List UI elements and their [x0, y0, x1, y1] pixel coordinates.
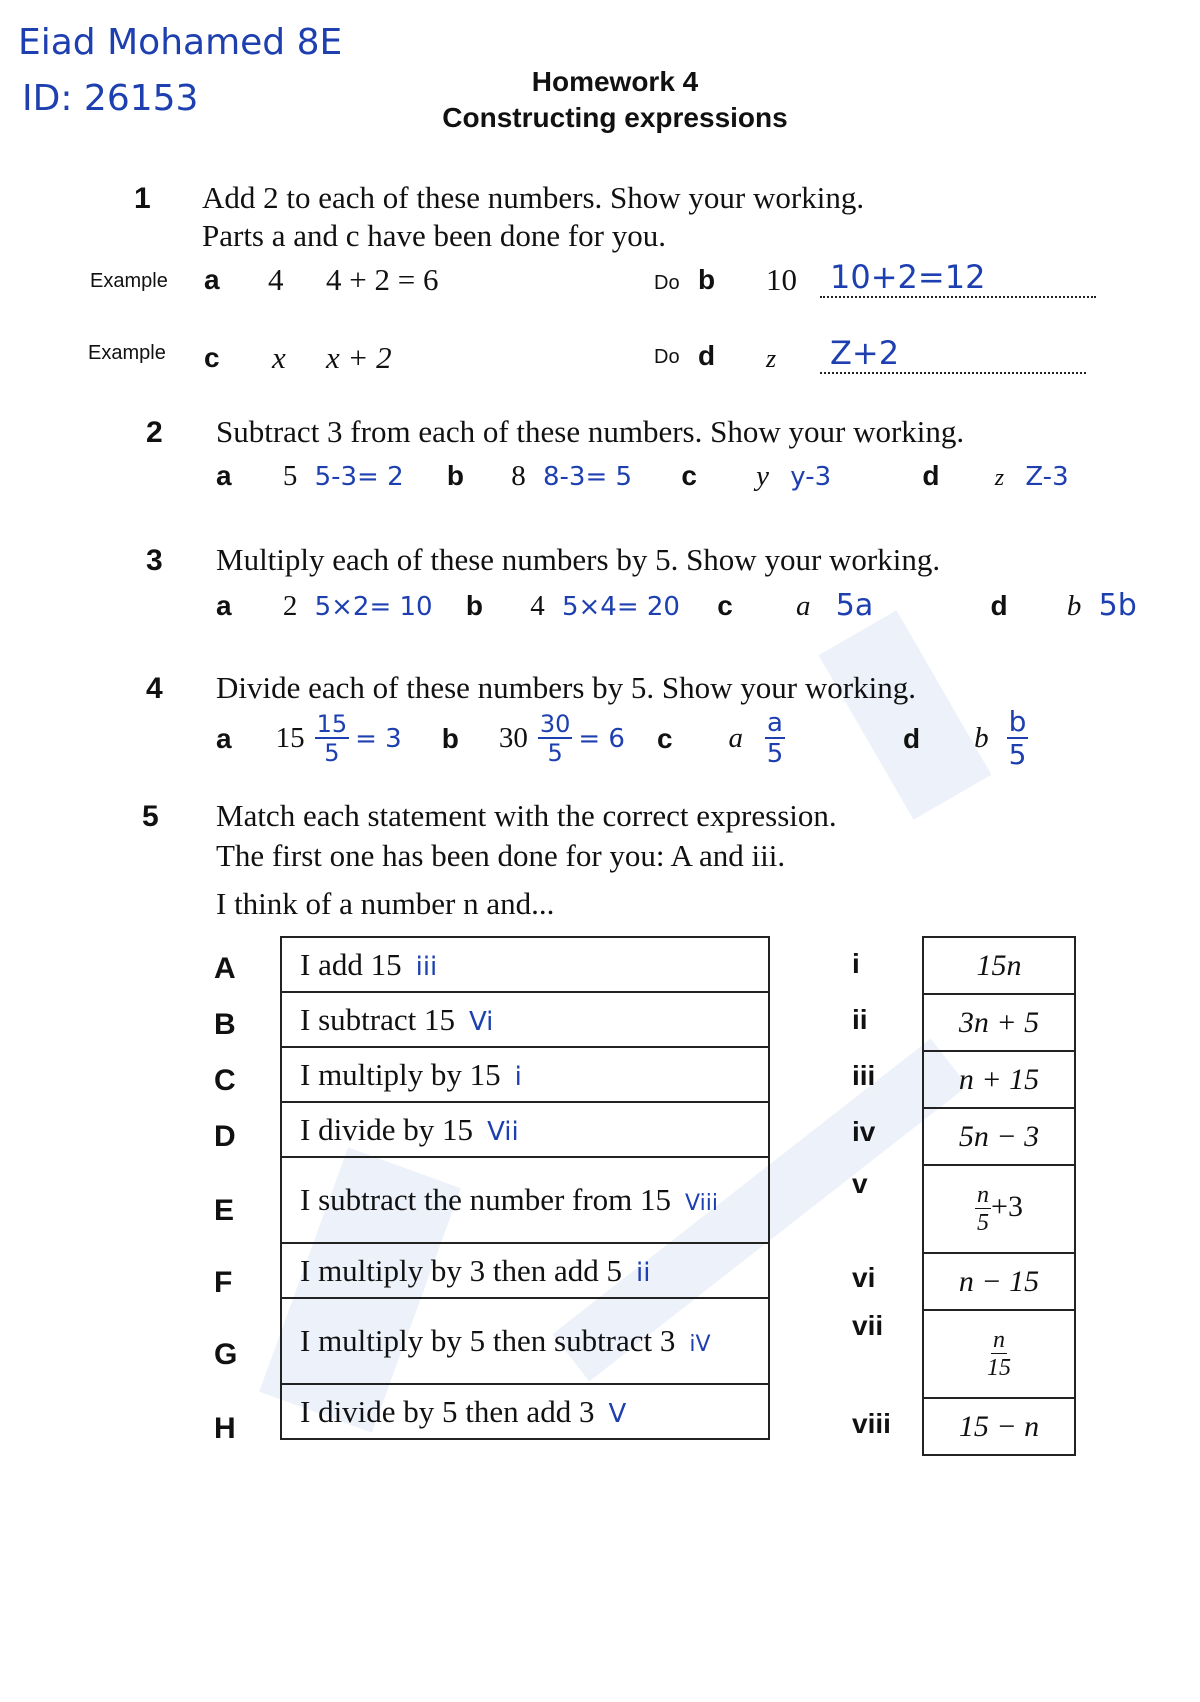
q4-d-label: d	[902, 722, 921, 754]
expression-numeral: vii	[852, 1310, 884, 1341]
table-row	[281, 1384, 769, 1439]
q1-part-b-answer: 10+2=12	[820, 258, 1096, 298]
q3-instruction: Multiply each of these numbers by 5. Show your working.	[216, 542, 941, 577]
q4-a-result: = 3	[355, 723, 402, 754]
statement-cell	[281, 1157, 769, 1243]
statement-letter: C	[214, 1064, 236, 1097]
statement-cell	[281, 992, 769, 1047]
q2-c-label: c	[681, 460, 697, 491]
statement-cell	[281, 1102, 769, 1157]
statement-answer: Vi	[468, 1006, 494, 1037]
q3-b-value: 4	[530, 590, 545, 622]
do-label: Do	[654, 272, 680, 294]
fraction-denominator: 5	[977, 1210, 990, 1236]
student-name: Eiad Mohamed 8E	[18, 22, 343, 63]
statement-letter: F	[214, 1266, 233, 1299]
q2-d-answer: Z-3	[1025, 462, 1069, 492]
statement-letter: B	[214, 1008, 236, 1041]
example-label: Example	[90, 270, 168, 292]
expression-numeral: vi	[852, 1262, 876, 1293]
q3-c-answer: 5a	[835, 588, 874, 623]
q4-d-numerator: b	[1008, 705, 1027, 738]
q4-b-numerator: 30	[539, 710, 571, 738]
statement-cell	[281, 1243, 769, 1298]
expression-numeral: i	[852, 948, 860, 979]
q4-c-value: a	[728, 722, 744, 754]
q3-d-answer: 5b	[1098, 588, 1137, 623]
q3-c-label: c	[717, 590, 733, 621]
statement-text: I multiply by 15	[300, 1056, 501, 1092]
statement-text: I add 15	[300, 946, 402, 982]
q1-part-a-work: 4 + 2 = 6	[326, 262, 439, 297]
statement-answer: i	[514, 1061, 522, 1092]
q3-b-label: b	[465, 590, 483, 621]
expression-cell	[923, 1165, 1075, 1253]
q1-part-c-work	[326, 340, 392, 376]
statement-cell	[281, 1384, 769, 1439]
expression-fraction	[987, 1328, 1011, 1380]
q5-instruction-3	[216, 886, 554, 922]
q2-b-value: 8	[511, 460, 526, 492]
statement-letter: G	[214, 1338, 238, 1371]
statement-text: I multiply by 5 then subtract 3	[300, 1323, 676, 1358]
q4-a-fraction	[315, 712, 350, 765]
table-row	[923, 1253, 1075, 1310]
q3-d-value: b	[1066, 590, 1082, 622]
statement-answer: ii	[636, 1257, 651, 1288]
q4-number: 4	[146, 672, 163, 705]
q2-a-value: 5	[282, 460, 298, 492]
table-row	[923, 994, 1075, 1051]
statement-letter: D	[214, 1120, 236, 1153]
table-row	[923, 1051, 1075, 1108]
q4-a-denominator: 5	[324, 739, 340, 767]
q5-instruction-3-text: I think of a number n and...	[216, 886, 555, 921]
q1-part-a-value: 4	[268, 262, 284, 297]
q3-b-answer: 5×4= 20	[561, 592, 680, 622]
q2-b-label: b	[446, 460, 464, 491]
expression-cell: n + 15	[923, 1051, 1075, 1108]
expression-fraction	[975, 1183, 991, 1235]
q4-c-fraction	[765, 710, 785, 767]
q3-a-answer: 5×2= 10	[314, 592, 433, 622]
table-row	[923, 1165, 1075, 1253]
expression-cell	[923, 1310, 1075, 1398]
q3-a-label: a	[216, 590, 232, 621]
table-row	[281, 937, 769, 992]
q2-parts	[216, 460, 1069, 493]
statement-letter: A	[214, 952, 236, 985]
q4-c-numerator: a	[767, 708, 783, 738]
expressions-table	[922, 936, 1076, 1456]
q4-d-denominator: 5	[1008, 738, 1027, 771]
table-row	[281, 1047, 769, 1102]
q5-instruction-2: The first one has been done for you: A and iii.	[216, 838, 786, 873]
q3-number: 3	[146, 544, 163, 577]
expression-numeral: ii	[852, 1004, 868, 1035]
q1-part-c-label: c	[204, 342, 220, 373]
q4-b-denominator: 5	[547, 739, 563, 767]
q2-a-answer: 5-3= 2	[314, 462, 404, 492]
q1-part-c-value: x	[272, 340, 286, 375]
q5-instruction: Match each statement with the correct expression.	[216, 798, 837, 833]
statement-cell	[281, 1047, 769, 1102]
q4-b-fraction	[538, 712, 573, 765]
fraction-numerator: n	[993, 1327, 1005, 1353]
expression-cell: 15 − n	[923, 1398, 1075, 1455]
statement-letter: H	[214, 1412, 236, 1445]
q1-part-c-work-text: x + 2	[326, 340, 392, 375]
expression-numeral: iii	[852, 1060, 876, 1091]
q3-parts	[216, 588, 1137, 623]
q2-b-answer: 8-3= 5	[543, 462, 633, 492]
q1-part-d-label: d	[698, 340, 716, 371]
q4-parts	[216, 705, 1028, 771]
statement-answer: V	[608, 1398, 627, 1429]
q1-number: 1	[134, 182, 151, 215]
q2-d-label: d	[922, 460, 940, 491]
q1-instruction-2: Parts a and c have been done for you.	[202, 218, 666, 253]
table-row	[281, 1102, 769, 1157]
table-row	[923, 1398, 1075, 1455]
q3-d-label: d	[990, 590, 1008, 621]
expression-numeral: v	[852, 1168, 868, 1199]
q5-number: 5	[142, 800, 159, 833]
expression-numeral: iv	[852, 1116, 876, 1147]
statement-answer: iV	[689, 1332, 711, 1357]
statement-cell	[281, 1298, 769, 1384]
q3-c-value: a	[796, 590, 811, 622]
fraction-numerator: n	[977, 1182, 990, 1208]
statement-text: I subtract 15	[300, 1001, 455, 1037]
expression-numeral: viii	[852, 1408, 891, 1439]
table-row	[281, 1298, 769, 1384]
expression-cell: 5n − 3	[923, 1108, 1075, 1165]
expression-cell: 15n	[923, 937, 1075, 994]
q2-c-answer: y-3	[790, 462, 832, 492]
statement-cell	[281, 937, 769, 992]
q2-d-value: z	[994, 465, 1005, 491]
expression-cell: 3n + 5	[923, 994, 1075, 1051]
q4-b-label: b	[441, 722, 459, 754]
expression-cell: n − 15	[923, 1253, 1075, 1310]
q2-instruction: Subtract 3 from each of these numbers. Show your working.	[216, 414, 965, 449]
statement-text: I divide by 15	[300, 1111, 474, 1147]
q2-number: 2	[146, 416, 163, 449]
table-row	[923, 1108, 1075, 1165]
do-label-2: Do	[654, 346, 680, 368]
page-title: Homework 4	[531, 66, 699, 97]
q4-c-label: c	[656, 722, 673, 754]
table-row	[923, 1310, 1075, 1398]
statement-answer: iii	[415, 951, 438, 982]
example-label-2: Example	[88, 342, 166, 364]
fraction-denominator: 15	[987, 1355, 1011, 1381]
fraction-tail: +3	[991, 1189, 1023, 1223]
q1-part-d-answer: Z+2	[820, 334, 1086, 374]
statement-text: I divide by 5 then add 3	[300, 1393, 595, 1429]
q1-part-b-label: b	[698, 264, 716, 295]
q2-c-value: y	[756, 460, 770, 492]
q4-b-result: = 6	[578, 723, 625, 754]
q4-a-value: 15	[275, 722, 305, 754]
q4-d-value: b	[974, 722, 989, 754]
q3-a-value: 2	[282, 590, 298, 622]
q1-part-d-value: z	[766, 344, 777, 373]
table-row	[281, 992, 769, 1047]
statement-answer: Viii	[685, 1191, 718, 1216]
table-row	[281, 1243, 769, 1298]
student-id: ID: 26153	[22, 78, 199, 119]
q4-a-label: a	[216, 722, 232, 754]
table-row	[923, 937, 1075, 994]
table-row	[281, 1157, 769, 1243]
page-subtitle: Constructing expressions	[442, 102, 788, 133]
q4-b-value: 30	[498, 722, 528, 754]
statement-answer: Vii	[487, 1116, 519, 1147]
statement-text: I subtract the number from 15	[300, 1182, 672, 1217]
statement-text: I multiply by 3 then add 5	[300, 1252, 623, 1288]
q1-instruction: Add 2 to each of these numbers. Show your working.	[202, 180, 865, 215]
statements-table	[280, 936, 770, 1440]
q1-part-d-answer-line	[820, 334, 1086, 374]
q1-part-a-label: a	[204, 264, 220, 295]
statement-letter: E	[214, 1194, 235, 1227]
q4-d-fraction	[1007, 705, 1029, 771]
q4-a-numerator: 15	[316, 710, 348, 738]
q2-a-label: a	[216, 460, 232, 491]
q4-instruction: Divide each of these numbers by 5. Show your working.	[216, 670, 916, 705]
q1-part-b-value: 10	[766, 262, 797, 297]
q1-part-b-answer-line	[820, 258, 1086, 298]
q4-c-denominator: 5	[766, 739, 784, 769]
